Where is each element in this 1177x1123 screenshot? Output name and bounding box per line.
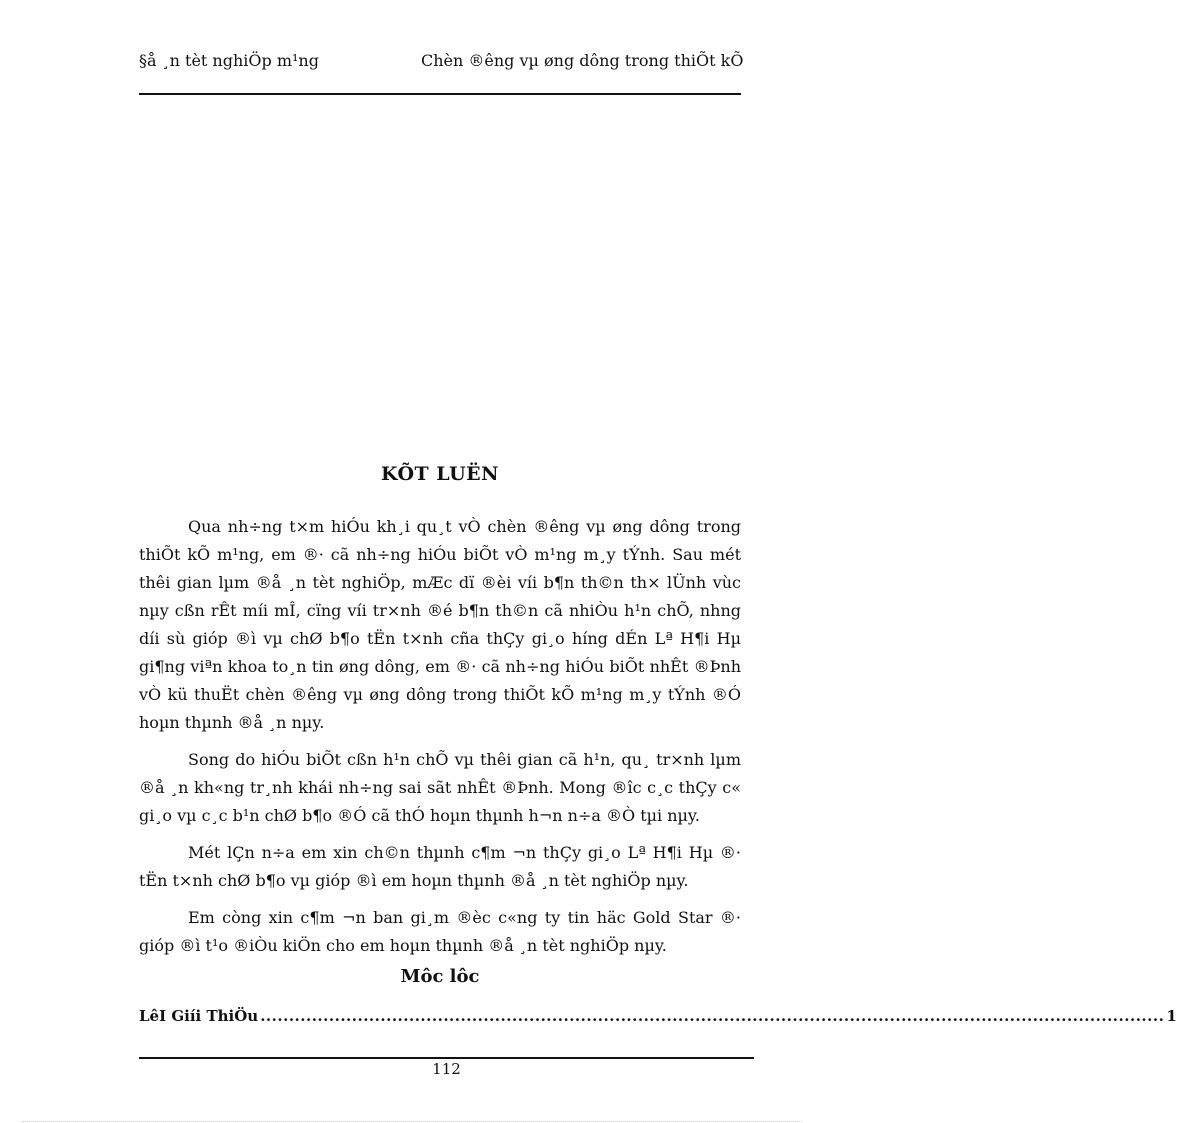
paragraph: Song do hiÓu biÕt cßn h¹n chÕ vµ thêi gian cã h¹n, qu¸ tr×nh lµm ®å ¸n kh«ng tr¸nh khái nh÷ng sai sãt nhÊt ®Þnh. Mong ®îc c¸c thÇy c« gi¸o vµ c¸c b¹n chØ b¶o ®Ó cã thÓ hoµn thµnh h¬n n÷a ®Ò tµi nµy. xyxy=(139,750,741,825)
paragraph: Qua nh÷ng t×m hiÓu kh¸i qu¸t vÒ chèn ®êng vµ øng dông trong thiÕt kÕ m¹ng, em ®· cã nh÷ng hiÓu biÕt vÒ m¹ng m¸y tÝnh. Sau mét thêi gian lµm ®å ¸n tèt nghiÖp, mÆc dï ®èi víi b¶n th©n th× lÜnh vùc nµy cßn rÊt míi mÎ, cïng víi tr×nh ®é b¶n th©n cã nhiÒu h¹n chÕ, nhng díi sù gióp ®ì vµ chØ b¶o tËn t×nh cña thÇy gi¸o híng dÉn Lª H¶i Hµ gi¶ng viªn khoa to¸n tin øng dông, em ®· cã nh÷ng hiÓu biÕt nhÊt ®Þnh vÒ kü thuËt chèn ®êng vµ øng dông trong thiÕt kÕ m¹ng m¸y tÝnh ®Ó hoµn thµnh ®å ¸n nµy. xyxy=(139,517,741,732)
page-bottom-edge xyxy=(22,1121,802,1122)
toc-entry-page: 1 xyxy=(1166,1007,1177,1025)
toc-entry[interactable] xyxy=(139,1007,1177,1025)
header-left-text: §å ¸n tèt nghiÖp m¹ng xyxy=(139,51,319,70)
header-divider xyxy=(139,93,741,95)
toc-leader-dots: .............................................................................................................................................................. xyxy=(260,1007,1165,1025)
toc-title: Môc lôc xyxy=(400,966,480,987)
page-number: 112 xyxy=(432,1060,461,1078)
paragraph: Em còng xin c¶m ¬n ban gi¸m ®èc c«ng ty tin häc Gold Star ®· gióp ®ì t¹o ®iÒu kiÖn cho em hoµn thµnh ®å ¸n tèt nghiÖp nµy. xyxy=(139,908,741,955)
conclusion-body xyxy=(139,513,741,969)
toc-entry-label: LêI Giíi ThiÖu xyxy=(139,1007,259,1025)
paragraph: Mét lÇn n÷a em xin ch©n thµnh c¶m ¬n thÇy gi¸o Lª H¶i Hµ ®· tËn t×nh chØ b¶o vµ gióp ®ì em hoµn thµnh ®å ¸n tèt nghiÖp nµy. xyxy=(139,843,741,890)
header-right-text: Chèn ®êng vµ øng dông trong thiÕt kÕ xyxy=(421,51,744,70)
footer-divider xyxy=(139,1057,754,1059)
section-title: KÕT LUËN xyxy=(380,463,500,485)
